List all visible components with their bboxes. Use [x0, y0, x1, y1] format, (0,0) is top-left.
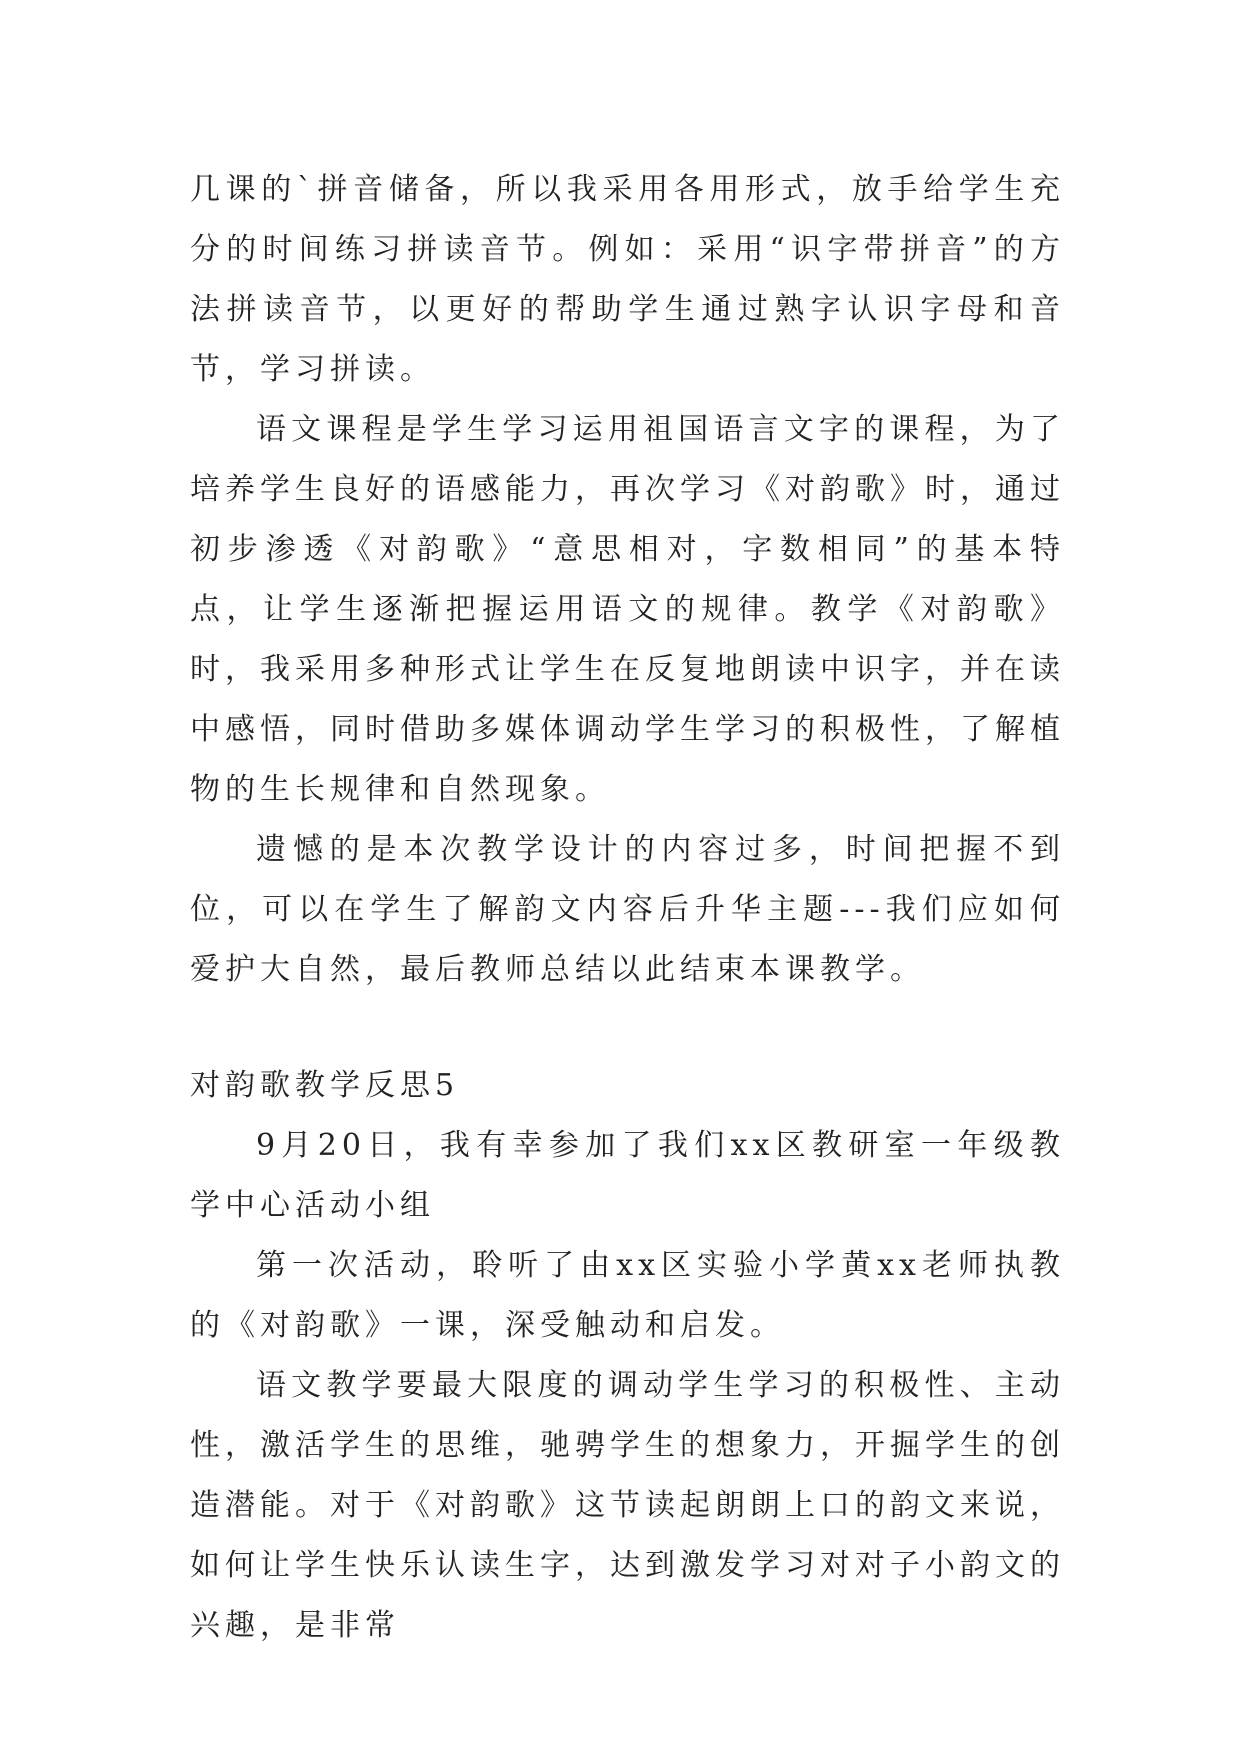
- section-spacer: [190, 1000, 1065, 1056]
- paragraph: 第一次活动，聆听了由xx区实验小学黄xx老师执教的《对韵歌》一课，深受触动和启发。: [190, 1248, 1065, 1343]
- paragraph: 几课的`拼音储备，所以我采用各用形式，放手给学生充分的时间练习拼读音节。例如：采用“识字带拼音”的方法拼读音节，以更好的帮助学生通过熟字认识字母和音节，学习拼读。: [190, 172, 1065, 387]
- paragraph: 遗憾的是本次教学设计的内容过多，时间把握不到位，可以在学生了解韵文内容后升华主题---我们应如何爱护大自然，最后教师总结以此结束本课教学。: [190, 832, 1065, 987]
- paragraph: 9月20日，我有幸参加了我们xx区教研室一年级教学中心活动小组: [190, 1128, 1065, 1223]
- section-title: 对韵歌教学反思5: [190, 1068, 460, 1103]
- document-page: [190, 160, 1065, 1656]
- paragraph: 语文教学要最大限度的调动学生学习的积极性、主动性，激活学生的思维，驰骋学生的想象力，开掘学生的创造潜能。对于《对韵歌》这节读起朗朗上口的韵文来说，如何让学生快乐认读生字，达到激发学习对对子小韵文的兴趣，是非常: [190, 1368, 1065, 1643]
- paragraph: 语文课程是学生学习运用祖国语言文字的课程，为了培养学生良好的语感能力，再次学习《对韵歌》时，通过初步渗透《对韵歌》“意思相对，字数相同”的基本特点，让学生逐渐把握运用语文的规律。教学《对韵歌》时，我采用多种形式让学生在反复地朗读中识字，并在读中感悟，同时借助多媒体调动学生学习的积极性，了解植物的生长规律和自然现象。: [190, 412, 1065, 807]
